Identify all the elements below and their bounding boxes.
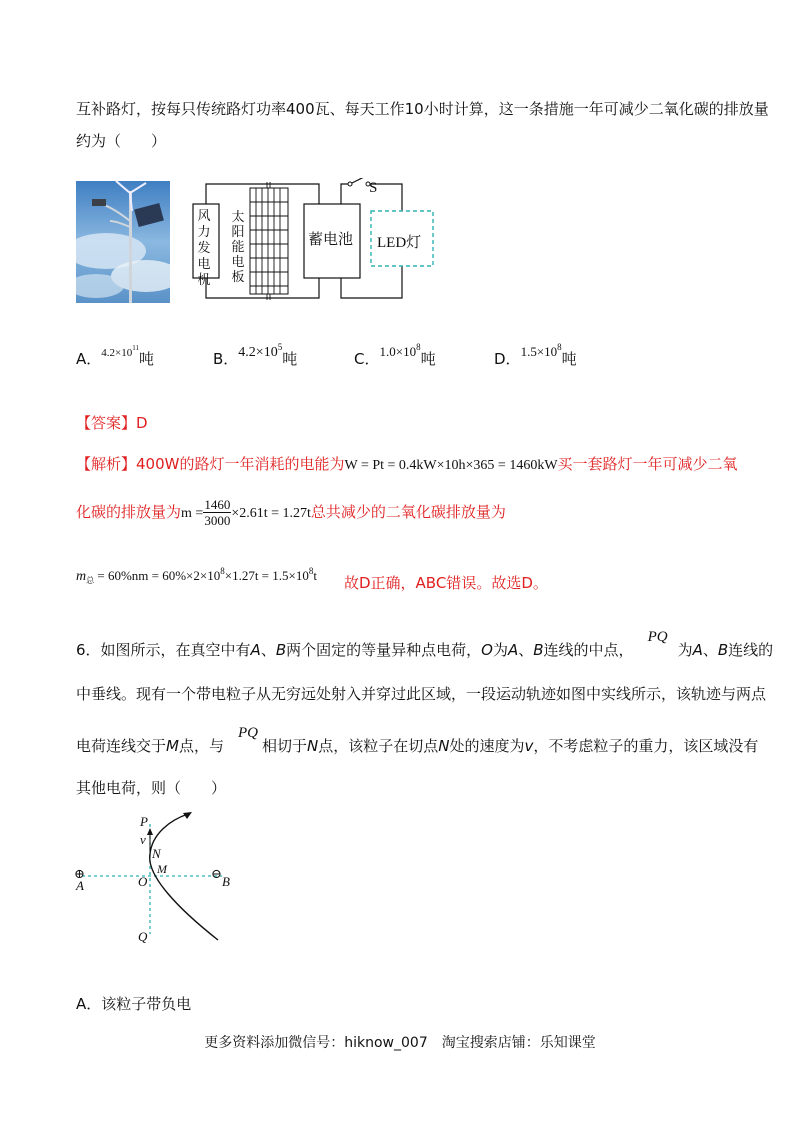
label-b: B bbox=[222, 874, 230, 889]
led-label: LED灯 bbox=[377, 235, 422, 251]
q5-option-d: D．$1.5\times 10^8$吨 bbox=[494, 342, 577, 368]
switch-label: S bbox=[369, 180, 378, 196]
label-a: A bbox=[76, 878, 84, 893]
label-p: P bbox=[140, 814, 148, 829]
label-v: v bbox=[140, 832, 146, 847]
label-o: O bbox=[138, 874, 148, 889]
intro-line-1: 互补路灯，按每只传统路灯功率400瓦、每天工作10小时计算，这一条措施一年可减少二氧化碳的排放量 bbox=[76, 100, 769, 118]
label-m: M bbox=[157, 862, 167, 876]
q6-line-1: 6．如图所示，在真空中有A、B两个固定的等量异种点电荷，O为A、B连线的中点，PQ为A、B连线的 bbox=[76, 629, 774, 659]
label-q: Q bbox=[138, 929, 148, 944]
positive-charge-icon: ⊕ bbox=[74, 866, 85, 881]
street-light-photo bbox=[76, 181, 170, 303]
battery-label: 蓄电池 bbox=[308, 232, 354, 248]
analysis-line-1: 【解析】400W的路灯一年消耗的电能为W = Pt = 0.4kW×10h×365 = 1460kW买一套路灯一年可减少二氧 bbox=[76, 455, 738, 473]
q6-option-a: A．该粒子带负电 bbox=[76, 995, 192, 1013]
solar-panel-label: 太阳能电板 bbox=[231, 209, 245, 284]
footer-text: 更多资料添加微信号：hiknow_007 淘宝搜索店铺：乐知课堂 bbox=[204, 1035, 596, 1051]
q6-line-3: 电荷连线交于M点，与PQ相切于N点，该粒子在切点N处的速度为v，不考虑粒子的重力，该区域没有 bbox=[76, 725, 759, 755]
q5-option-c: C．$1.0\times 10^8$吨 bbox=[354, 342, 436, 368]
analysis-line-3: $m_总 = 60\%nm = 60\%\times 2\times 10^8\times 1.27t = 1.5\times 10^8t$ bbox=[76, 566, 317, 585]
q5-option-a: A．$^{4.2\times 10^{11}}$吨 bbox=[76, 344, 154, 368]
q6-line-4: 其他电荷，则（ ） bbox=[76, 779, 227, 797]
intro-line-2: 约为（ ） bbox=[76, 132, 167, 150]
wind-generator-label: 风力发电机 bbox=[197, 208, 211, 287]
q5-option-b: B．$4.2\times 10^5$吨 bbox=[213, 342, 298, 368]
analysis-conclusion: 故D正确，ABC错误。故选D。 bbox=[344, 574, 548, 592]
q6-line-2: 中垂线。现有一个带电粒子从无穷远处射入并穿过此区域，一段运动轨迹如图中实线所示，该轨迹与两点 bbox=[76, 685, 767, 703]
negative-charge-icon: ⊖ bbox=[211, 866, 222, 881]
answer-line: 【答案】D bbox=[76, 414, 148, 432]
label-n: N bbox=[152, 846, 161, 861]
analysis-line-2: 化碳的排放量为m = $\frac{1460}{3000}$ ×2.61t = 1.27t总共减少的二氧化碳排放量为 bbox=[76, 497, 506, 528]
